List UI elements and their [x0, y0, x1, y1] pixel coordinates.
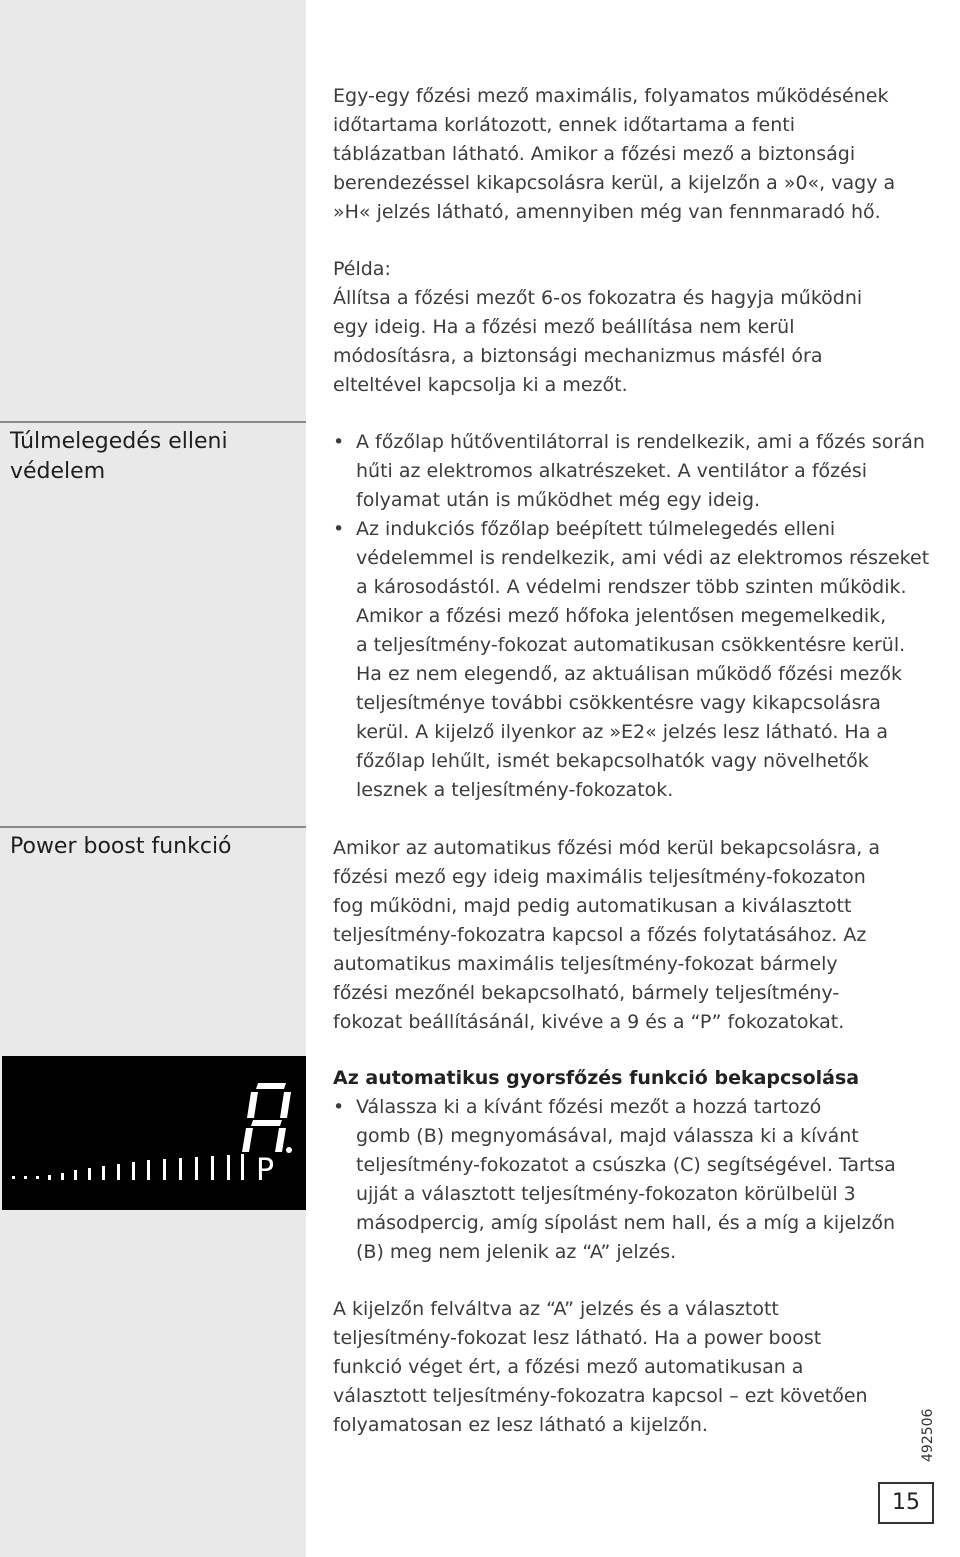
cooktop-display-illustration: [2, 1056, 306, 1210]
example-label: Példa:: [333, 258, 391, 280]
power-boost-line: automatikus maximális teljesítmény-fokozat bármely: [333, 953, 838, 975]
intro-line: Egy-egy főzési mező maximális, folyamatos működésének: [333, 85, 889, 107]
bullet-line: Az indukciós főzőlap beépített túlmelegedés elleni: [356, 518, 836, 540]
bullet-line: kerül. A kijelző ilyenkor az »E2« jelzés lesz látható. Ha a: [356, 721, 889, 743]
display-level-label: P: [256, 1153, 275, 1188]
document-number: 492506: [920, 1408, 936, 1462]
power-boost-line: teljesítmény-fokozatra kapcsol a főzés folytatásához. Az: [333, 924, 867, 946]
bullet-marker: •: [333, 1096, 345, 1118]
bullet-line: a teljesítmény-fokozat automatikusan csökkentésre kerül.: [356, 634, 906, 656]
bullet-line: teljesítmény-fokozatot a csúszka (C) segítségével. Tartsa: [356, 1154, 896, 1176]
bullet-marker: •: [333, 518, 345, 540]
bullet-line: másodpercig, amíg sípolást nem hall, és a míg a kijelzőn: [356, 1212, 896, 1234]
example-line: egy ideig. Ha a főzési mező beállítása nem kerül: [333, 316, 795, 338]
intro-line: táblázatban látható. Amikor a főzési mező a biztonsági: [333, 143, 856, 165]
power-boost-line: Amikor az automatikus főzési mód kerül bekapcsolásra, a: [333, 837, 880, 859]
bullet-line: Válassza ki a kívánt főzési mezőt a hozzá tartozó: [356, 1096, 822, 1118]
example-paragraph: [333, 255, 943, 400]
bullet-line: A főzőlap hűtőventilátorral is rendelkezik, ami a főzés során: [356, 431, 925, 453]
bullet-item: [333, 428, 953, 515]
intro-line: »H« jelzés látható, amennyiben még van fennmaradó hő.: [333, 201, 881, 223]
final-line: teljesítmény-fokozat lesz látható. Ha a power boost: [333, 1327, 822, 1349]
activation-bullets: [333, 1093, 953, 1267]
activation-heading-text: Az automatikus gyorsfőzés funkció bekapcsolása: [333, 1067, 860, 1089]
bullet-line: védelemmel is rendelkezik, ami védi az elektromos részeket: [356, 547, 930, 569]
bullet-item: [333, 515, 953, 805]
segment-digit-a: [242, 1083, 292, 1153]
final-line: választott teljesítmény-fokozatra kapcsol – ezt követően: [333, 1385, 868, 1407]
final-paragraph: [333, 1295, 943, 1440]
power-boost-line: fog működni, majd pedig automatikusan a kiválasztott: [333, 895, 852, 917]
bullet-line: ujját a választott teljesítmény-fokozaton körülbelül 3: [356, 1183, 856, 1205]
power-boost-paragraph: [333, 834, 943, 1037]
overheat-section-title: [10, 427, 228, 487]
bullet-item: [333, 1093, 953, 1267]
section-divider: [0, 826, 306, 828]
display-graphic: [2, 1056, 306, 1210]
page-number: 15: [878, 1482, 934, 1524]
final-line: folyamatosan ez lesz látható a kijelzőn.: [333, 1414, 708, 1436]
intro-paragraph: [333, 82, 943, 227]
power-level-bar: [12, 1154, 244, 1180]
bullet-line: (B) meg nem jelenik az “A” jelzés.: [356, 1241, 677, 1263]
section-divider: [0, 421, 306, 423]
bullet-line: lesznek a teljesítmény-fokozatok.: [356, 779, 674, 801]
activation-heading: [333, 1064, 943, 1093]
bullet-line: Ha ez nem elegendő, az aktuálisan működő főzési mezők: [356, 663, 902, 685]
overheat-bullets: [333, 428, 953, 805]
overheat-title-line: védelem: [10, 459, 106, 484]
left-sidebar: [0, 0, 306, 1557]
power-boost-line: főzési mező egy ideig maximális teljesítmény-fokozaton: [333, 866, 866, 888]
bullet-line: főzőlap lehűlt, ismét bekapcsolhatók vagy növelhetők: [356, 750, 869, 772]
final-line: funkció véget ért, a főzési mező automatikusan a: [333, 1356, 804, 1378]
bullet-line: Amikor a főzési mező hőfoka jelentősen megemelkedik,: [356, 605, 887, 627]
bullet-line: hűti az elektromos alkatrészeket. A ventilátor a főzési: [356, 460, 868, 482]
example-line: Állítsa a főzési mezőt 6-os fokozatra és hagyja működni: [333, 287, 863, 309]
power-boost-line: főzési mezőnél bekapcsolható, bármely teljesítmény-: [333, 982, 840, 1004]
bullet-line: a károsodástól. A védelmi rendszer több szinten működik.: [356, 576, 907, 598]
power-boost-section-title: Power boost funkció: [10, 834, 232, 859]
example-line: módosításra, a biztonsági mechanizmus másfél óra: [333, 345, 823, 367]
bullet-line: folyamat után is működhet még egy ideig.: [356, 489, 761, 511]
bullet-line: gomb (B) megnyomásával, majd válassza ki a kívánt: [356, 1125, 859, 1147]
final-line: A kijelzőn felváltva az “A” jelzés és a választott: [333, 1298, 779, 1320]
example-line: elteltével kapcsolja ki a mezőt.: [333, 374, 628, 396]
intro-line: időtartama korlátozott, ennek időtartama a fenti: [333, 114, 795, 136]
bullet-marker: •: [333, 431, 345, 453]
intro-line: berendezéssel kikapcsolásra kerül, a kijelzőn a »0«, vagy a: [333, 172, 896, 194]
power-boost-line: fokozat beállításánál, kivéve a 9 és a “P” fokozatokat.: [333, 1011, 845, 1033]
overheat-title-line: Túlmelegedés elleni: [10, 429, 228, 454]
bullet-line: teljesítménye további csökkentésre vagy kikapcsolásra: [356, 692, 881, 714]
